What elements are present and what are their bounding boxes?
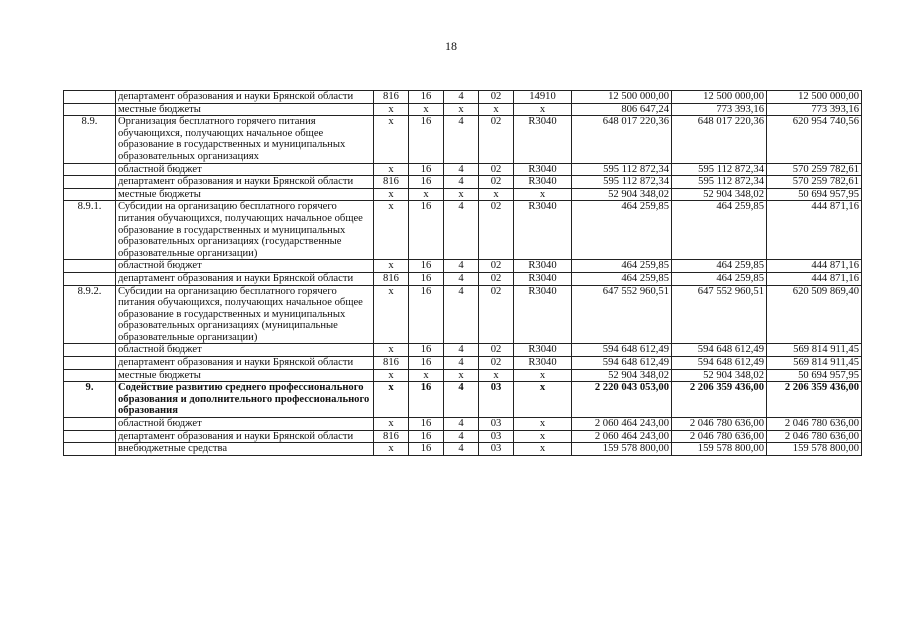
budget-table <box>63 90 862 456</box>
code-om: 03 <box>479 430 514 443</box>
code-gp: 16 <box>409 443 444 456</box>
code-om: 02 <box>479 116 514 163</box>
code-napr: R3040 <box>514 272 572 285</box>
code-napr: х <box>514 188 572 201</box>
amount-year-3: 2 046 780 636,00 <box>767 418 862 431</box>
code-napr: R3040 <box>514 285 572 344</box>
code-gr: х <box>374 116 409 163</box>
code-gp: х <box>409 103 444 116</box>
code-om: 03 <box>479 418 514 431</box>
row-number: 8.9.2. <box>64 285 116 344</box>
amount-year-1: 595 112 872,34 <box>572 176 672 189</box>
code-gr: х <box>374 188 409 201</box>
code-gr: х <box>374 260 409 273</box>
code-napr: R3040 <box>514 201 572 260</box>
code-pgp: 4 <box>444 272 479 285</box>
code-om: 02 <box>479 176 514 189</box>
row-description: областной бюджет <box>116 418 374 431</box>
code-pgp: 4 <box>444 418 479 431</box>
amount-year-3: 444 871,16 <box>767 272 862 285</box>
page-number: 18 <box>445 39 457 53</box>
amount-year-2: 647 552 960,51 <box>672 285 767 344</box>
code-pgp: х <box>444 369 479 382</box>
row-number <box>64 357 116 370</box>
amount-year-2: 464 259,85 <box>672 260 767 273</box>
amount-year-1: 648 017 220,36 <box>572 116 672 163</box>
code-gp: 16 <box>409 382 444 418</box>
code-om: 02 <box>479 285 514 344</box>
amount-year-1: 464 259,85 <box>572 260 672 273</box>
amount-year-2: 159 578 800,00 <box>672 443 767 456</box>
amount-year-3: 50 694 957,95 <box>767 188 862 201</box>
code-gp: 16 <box>409 116 444 163</box>
code-gr: х <box>374 369 409 382</box>
row-number <box>64 176 116 189</box>
code-gp: 16 <box>409 201 444 260</box>
amount-year-2: 648 017 220,36 <box>672 116 767 163</box>
amount-year-3: 2 046 780 636,00 <box>767 430 862 443</box>
amount-year-1: 52 904 348,02 <box>572 188 672 201</box>
code-om: 02 <box>479 91 514 104</box>
code-napr: R3040 <box>514 357 572 370</box>
code-pgp: 4 <box>444 201 479 260</box>
row-description: департамент образования и науки Брянской области <box>116 91 374 104</box>
table-row <box>64 285 862 344</box>
code-gr: х <box>374 344 409 357</box>
amount-year-2: 464 259,85 <box>672 201 767 260</box>
table-row <box>64 103 862 116</box>
row-number: 8.9. <box>64 116 116 163</box>
amount-year-2: 595 112 872,34 <box>672 176 767 189</box>
amount-year-2: 12 500 000,00 <box>672 91 767 104</box>
amount-year-2: 464 259,85 <box>672 272 767 285</box>
amount-year-1: 52 904 348,02 <box>572 369 672 382</box>
row-description: Субсидии на организацию бесплатного горячего питания обучающихся, получающих начальное общее образование в государственных и муниципальных образовательных организациях (муниципальные образовательные организации) <box>116 285 374 344</box>
amount-year-3: 570 259 782,61 <box>767 176 862 189</box>
code-om: 03 <box>479 382 514 418</box>
amount-year-3: 569 814 911,45 <box>767 344 862 357</box>
row-description: Содействие развитию среднего профессионального образования и дополнительного профессионального образования <box>116 382 374 418</box>
code-gp: 16 <box>409 357 444 370</box>
code-gp: 16 <box>409 418 444 431</box>
code-pgp: 4 <box>444 357 479 370</box>
row-number <box>64 443 116 456</box>
row-number <box>64 369 116 382</box>
amount-year-2: 2 046 780 636,00 <box>672 418 767 431</box>
table-body <box>64 91 862 456</box>
amount-year-2: 52 904 348,02 <box>672 188 767 201</box>
amount-year-2: 773 393,16 <box>672 103 767 116</box>
row-description: Субсидии на организацию бесплатного горячего питания обучающихся, получающих начальное общее образование в государственных и муниципальных образовательных организациях (государственные образовательные организации) <box>116 201 374 260</box>
row-number <box>64 272 116 285</box>
amount-year-2: 2 046 780 636,00 <box>672 430 767 443</box>
row-description: департамент образования и науки Брянской области <box>116 430 374 443</box>
table-row <box>64 163 862 176</box>
amount-year-3: 444 871,16 <box>767 260 862 273</box>
amount-year-3: 2 206 359 436,00 <box>767 382 862 418</box>
amount-year-2: 595 112 872,34 <box>672 163 767 176</box>
code-gp: 16 <box>409 272 444 285</box>
table-row <box>64 188 862 201</box>
row-description: департамент образования и науки Брянской области <box>116 176 374 189</box>
row-number <box>64 344 116 357</box>
code-gr: х <box>374 201 409 260</box>
code-gp: 16 <box>409 260 444 273</box>
code-napr: R3040 <box>514 163 572 176</box>
amount-year-3: 12 500 000,00 <box>767 91 862 104</box>
row-description: областной бюджет <box>116 344 374 357</box>
code-gr: 816 <box>374 357 409 370</box>
amount-year-1: 464 259,85 <box>572 272 672 285</box>
amount-year-1: 159 578 800,00 <box>572 443 672 456</box>
row-number: 9. <box>64 382 116 418</box>
row-description: Организация бесплатного горячего питания обучающихся, получающих начальное общее образование в государственных и муниципальных образовательных организациях <box>116 116 374 163</box>
code-pgp: 4 <box>444 163 479 176</box>
code-gr: х <box>374 103 409 116</box>
code-pgp: 4 <box>444 382 479 418</box>
row-number <box>64 91 116 104</box>
row-description: местные бюджеты <box>116 188 374 201</box>
code-pgp: 4 <box>444 285 479 344</box>
code-pgp: 4 <box>444 116 479 163</box>
amount-year-2: 594 648 612,49 <box>672 357 767 370</box>
code-om: х <box>479 188 514 201</box>
code-napr: х <box>514 382 572 418</box>
amount-year-3: 50 694 957,95 <box>767 369 862 382</box>
amount-year-3: 570 259 782,61 <box>767 163 862 176</box>
code-gr: х <box>374 443 409 456</box>
code-om: х <box>479 369 514 382</box>
code-om: 02 <box>479 163 514 176</box>
code-pgp: 4 <box>444 344 479 357</box>
code-pgp: 4 <box>444 176 479 189</box>
row-number <box>64 418 116 431</box>
amount-year-1: 806 647,24 <box>572 103 672 116</box>
code-om: 02 <box>479 201 514 260</box>
row-description: областной бюджет <box>116 260 374 273</box>
row-description: местные бюджеты <box>116 369 374 382</box>
amount-year-1: 647 552 960,51 <box>572 285 672 344</box>
amount-year-3: 444 871,16 <box>767 201 862 260</box>
code-om: 02 <box>479 260 514 273</box>
amount-year-3: 569 814 911,45 <box>767 357 862 370</box>
code-pgp: 4 <box>444 443 479 456</box>
row-description: департамент образования и науки Брянской области <box>116 357 374 370</box>
code-pgp: х <box>444 103 479 116</box>
row-number <box>64 260 116 273</box>
table-row <box>64 260 862 273</box>
code-gr: х <box>374 163 409 176</box>
amount-year-2: 2 206 359 436,00 <box>672 382 767 418</box>
code-gp: 16 <box>409 344 444 357</box>
code-napr: х <box>514 369 572 382</box>
amount-year-1: 594 648 612,49 <box>572 357 672 370</box>
amount-year-1: 2 220 043 053,00 <box>572 382 672 418</box>
table-row <box>64 91 862 104</box>
row-number <box>64 103 116 116</box>
table-row <box>64 382 862 418</box>
code-gp: х <box>409 369 444 382</box>
code-gr: 816 <box>374 272 409 285</box>
code-napr: R3040 <box>514 344 572 357</box>
amount-year-1: 2 060 464 243,00 <box>572 430 672 443</box>
amount-year-1: 12 500 000,00 <box>572 91 672 104</box>
table-row <box>64 201 862 260</box>
code-gp: 16 <box>409 285 444 344</box>
amount-year-2: 594 648 612,49 <box>672 344 767 357</box>
row-description: областной бюджет <box>116 163 374 176</box>
row-number <box>64 163 116 176</box>
code-om: 02 <box>479 272 514 285</box>
code-gp: 16 <box>409 91 444 104</box>
table-row <box>64 272 862 285</box>
code-napr: х <box>514 418 572 431</box>
row-number <box>64 430 116 443</box>
table-row <box>64 443 862 456</box>
table-row <box>64 418 862 431</box>
code-om: 02 <box>479 357 514 370</box>
code-om: х <box>479 103 514 116</box>
row-number: 8.9.1. <box>64 201 116 260</box>
code-gp: 16 <box>409 176 444 189</box>
code-om: 03 <box>479 443 514 456</box>
code-pgp: 4 <box>444 430 479 443</box>
code-napr: R3040 <box>514 116 572 163</box>
amount-year-2: 52 904 348,02 <box>672 369 767 382</box>
table-row <box>64 344 862 357</box>
code-gr: 816 <box>374 176 409 189</box>
code-napr: R3040 <box>514 260 572 273</box>
amount-year-1: 595 112 872,34 <box>572 163 672 176</box>
code-gp: 16 <box>409 430 444 443</box>
code-gp: х <box>409 188 444 201</box>
code-napr: х <box>514 443 572 456</box>
amount-year-3: 773 393,16 <box>767 103 862 116</box>
amount-year-3: 620 509 869,40 <box>767 285 862 344</box>
table-row <box>64 176 862 189</box>
amount-year-1: 2 060 464 243,00 <box>572 418 672 431</box>
code-gr: 816 <box>374 430 409 443</box>
amount-year-1: 464 259,85 <box>572 201 672 260</box>
amount-year-1: 594 648 612,49 <box>572 344 672 357</box>
amount-year-3: 620 954 740,56 <box>767 116 862 163</box>
table-row <box>64 430 862 443</box>
code-gr: 816 <box>374 91 409 104</box>
code-napr: R3040 <box>514 176 572 189</box>
code-gp: 16 <box>409 163 444 176</box>
table-row <box>64 369 862 382</box>
table-row <box>64 357 862 370</box>
code-gr: х <box>374 285 409 344</box>
row-number <box>64 188 116 201</box>
table-row <box>64 116 862 163</box>
code-pgp: 4 <box>444 260 479 273</box>
code-gr: х <box>374 418 409 431</box>
row-description: департамент образования и науки Брянской области <box>116 272 374 285</box>
code-napr: х <box>514 430 572 443</box>
code-gr: х <box>374 382 409 418</box>
amount-year-3: 159 578 800,00 <box>767 443 862 456</box>
code-napr: х <box>514 103 572 116</box>
code-pgp: х <box>444 188 479 201</box>
code-napr: 14910 <box>514 91 572 104</box>
row-description: местные бюджеты <box>116 103 374 116</box>
code-om: 02 <box>479 344 514 357</box>
code-pgp: 4 <box>444 91 479 104</box>
row-description: внебюджетные средства <box>116 443 374 456</box>
